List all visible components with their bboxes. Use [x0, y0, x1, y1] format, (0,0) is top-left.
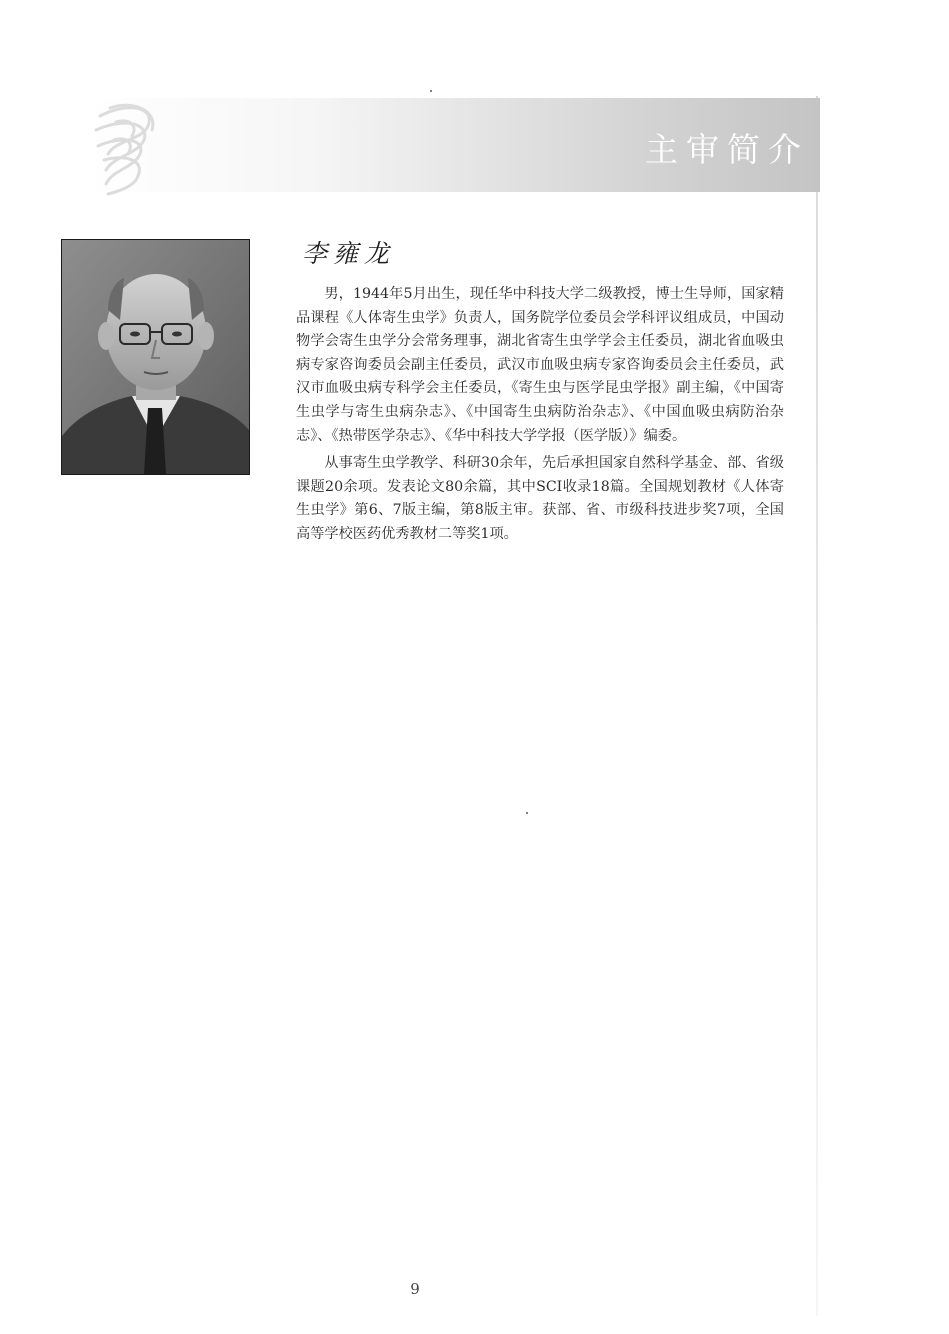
reviewer-name: 李雍龙: [302, 239, 396, 268]
spiral-logo-icon: [86, 96, 196, 198]
page-number: 9: [410, 1280, 420, 1298]
bio-paragraph: 从事寄生虫学教学、科研30余年，先后承担国家自然科学基金、部、省级课题20余项。发表论文80余篇，其中SCI收录18篇。全国规划教材《人体寄生虫学》第6、7版主编，第8版主审。获部、省、市级科技进步奖7项，全国高等学校医药优秀教材二等奖1项。: [296, 455, 784, 542]
biography: [296, 283, 784, 551]
portrait-photo: [61, 239, 250, 475]
scan-speck: [526, 812, 528, 814]
section-title: 主审简介: [645, 130, 809, 169]
bio-paragraph: 男，1944年5月出生，现任华中科技大学二级教授，博士生导师，国家精品课程《人体寄生虫学》负责人，国务院学位委员会学科评议组成员，中国动物学会寄生虫学分会常务理事，湖北省寄生虫学学会主任委员，湖北省血吸虫病专家咨询委员会副主任委员，武汉市血吸虫病专家咨询委员会主任委员，武汉市血吸虫病专科学会主任委员，《寄生虫与医学昆虫学报》副主编，《中国寄生虫学与寄生虫病杂志》、《中国寄生虫病防治杂志》、《中国血吸虫病防治杂志》、《热带医学杂志》、《华中科技大学学报（医学版）》编委。: [296, 286, 784, 444]
scan-speck: [430, 90, 432, 92]
page-spine-shadow: [816, 96, 818, 1316]
